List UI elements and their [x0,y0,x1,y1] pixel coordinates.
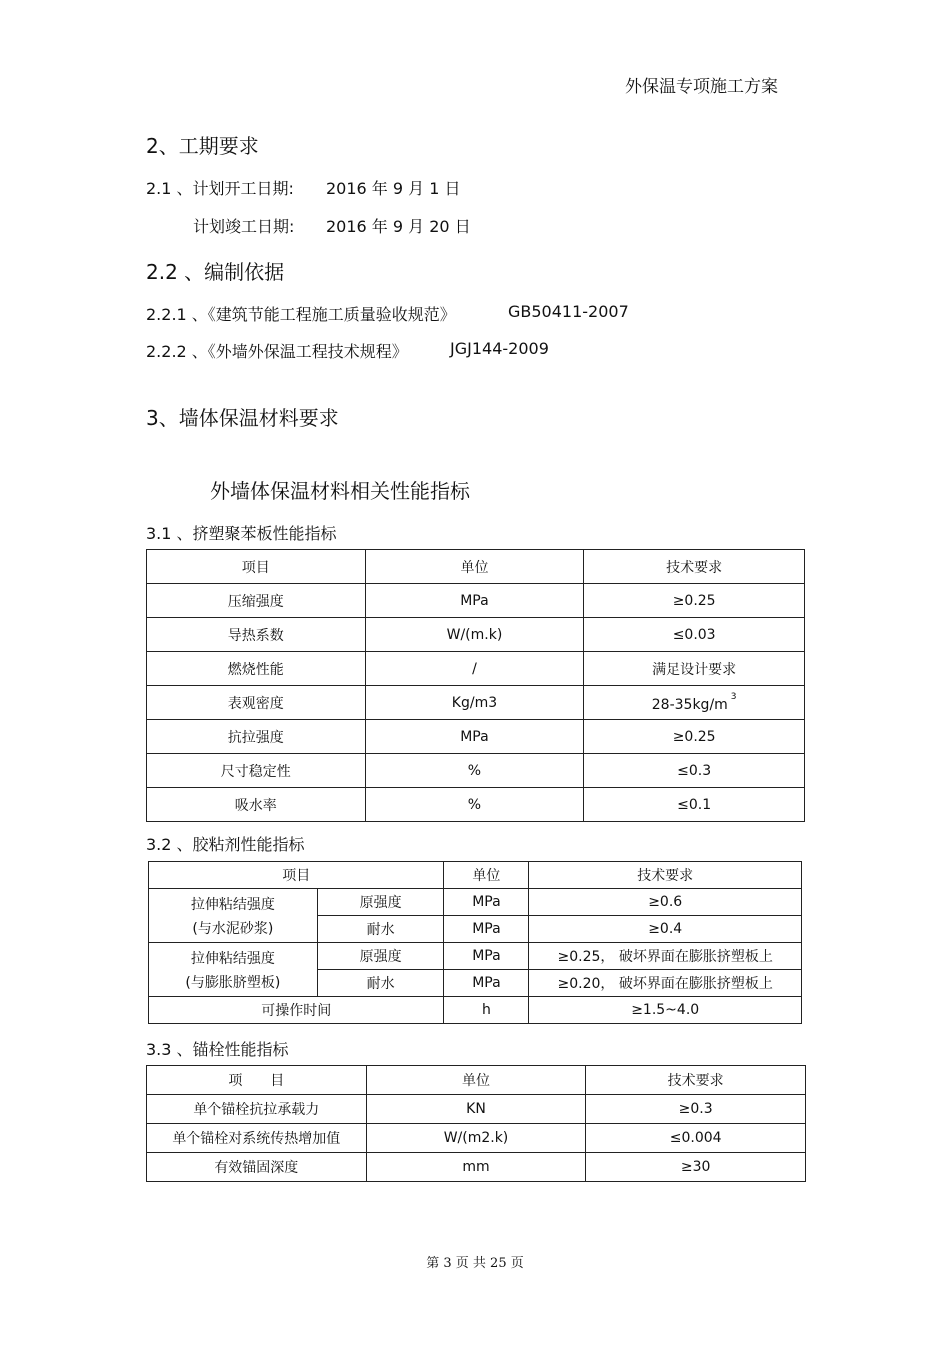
cell-item: 单个锚栓对系统传热增加值 [147,1124,367,1153]
cell-unit: MPa [365,720,584,754]
cell-subitem: 原强度 [317,943,444,970]
cell-requirement: ≥30 [586,1153,806,1182]
section-3-2-heading: 3.2 、胶粘剂性能指标 [146,835,305,854]
cell-requirement [584,686,805,720]
cell-unit: KN [366,1095,586,1124]
cell-item: 有效锚固深度 [147,1153,367,1182]
group-label-line1: 拉伸粘结强度 [190,896,275,913]
reference-1-code: GB50411-2007 [508,302,629,321]
cell-unit: MPa [444,916,529,943]
cell-requirement: ≥0.25， 破坏界面在膨胀挤塑板上 [529,943,802,970]
table-row [147,618,805,652]
table-row [147,1095,806,1124]
section-2-heading: 2、工期要求 [146,134,259,158]
cell-requirement: ≥0.4 [529,916,802,943]
header-item: 项 目 [147,1066,367,1095]
table-header-row [149,862,802,889]
page-header-title: 外保温专项施工方案 [625,77,778,97]
table-row [149,943,802,970]
cell-requirement: 满足设计要求 [584,652,805,686]
section-3-1-heading: 3.1 、挤塑聚苯板性能指标 [146,524,337,543]
cell-unit: MPa [444,970,529,997]
group-label-line2: (与膨胀脐塑板) [185,974,281,991]
cell-unit: MPa [444,943,529,970]
group-label-cement [149,889,318,943]
cell-unit: Kg/m3 [365,686,584,720]
adhesive-table [148,861,802,1024]
end-date-value: 2016 年 9 月 20 日 [326,217,471,236]
anchor-table [146,1065,806,1182]
section-3-heading: 3、墙体保温材料要求 [146,406,339,430]
cell-unit: % [365,788,584,822]
table-row [147,720,805,754]
cell-unit: mm [366,1153,586,1182]
header-item: 项目 [149,862,444,889]
start-date-value: 2016 年 9 月 1 日 [326,179,461,198]
group-label-board [149,943,318,997]
cell-unit: W/(m.k) [365,618,584,652]
reference-1: 2.2.1 、《建筑节能工程施工质量验收规范》 [146,305,456,324]
section-3-3-heading: 3.3 、锚栓性能指标 [146,1040,289,1059]
cell-unit: / [365,652,584,686]
cell-item: 表观密度 [147,686,366,720]
reference-2: 2.2.2 、《外墙外保温工程技术规程》 [146,342,408,361]
header-requirement: 技术要求 [586,1066,806,1095]
table-header-row [147,550,805,584]
cell-item: 压缩强度 [147,584,366,618]
reference-2-code: JGJ144-2009 [450,339,549,358]
superscript: 3 [730,692,737,702]
table-row [147,686,805,720]
header-unit: 单位 [444,862,529,889]
cell-item: 抗拉强度 [147,720,366,754]
materials-table-title: 外墙体保温材料相关性能指标 [210,479,470,503]
table-row [147,788,805,822]
cell-unit: MPa [365,584,584,618]
page-footer: 第 3 页 共 25 页 [426,1256,524,1271]
table-row [149,889,802,916]
cell-requirement: ≥0.25 [584,584,805,618]
cell-item: 导热系数 [147,618,366,652]
table-row [147,1124,806,1153]
cell-requirement: ≤0.3 [584,754,805,788]
cell-requirement: ≤0.03 [584,618,805,652]
header-requirement: 技术要求 [529,862,802,889]
header-unit: 单位 [366,1066,586,1095]
cell-subitem: 耐水 [317,970,444,997]
group-label-line1: 拉伸粘结强度 [190,950,275,967]
cell-requirement: ≥0.3 [586,1095,806,1124]
table-row [147,584,805,618]
cell-requirement: ≥0.25 [584,720,805,754]
cell-requirement: ≥0.6 [529,889,802,916]
density-value: 28-35kg/m [651,697,728,713]
cell-item: 尺寸稳定性 [147,754,366,788]
cell-requirement: ≥0.20， 破坏界面在膨胀挤塑板上 [529,970,802,997]
header-item: 项目 [147,550,366,584]
cell-requirement: ≥1.5~4.0 [529,997,802,1024]
cell-unit: h [444,997,529,1024]
table-header-row [147,1066,806,1095]
end-date-label: 计划竣工日期: [193,217,295,236]
header-requirement: 技术要求 [584,550,805,584]
cell-requirement: ≤0.004 [586,1124,806,1153]
cell-item: 可操作时间 [149,997,444,1024]
cell-unit: MPa [444,889,529,916]
cell-subitem: 耐水 [317,916,444,943]
cell-unit: W/(m2.k) [366,1124,586,1153]
cell-item: 单个锚栓抗拉承载力 [147,1095,367,1124]
table-row [147,754,805,788]
table-row [149,997,802,1024]
group-label-line2: (与水泥砂浆) [192,920,274,937]
cell-item: 吸水率 [147,788,366,822]
cell-subitem: 原强度 [317,889,444,916]
start-date-label: 2.1 、计划开工日期: [146,179,294,198]
table-row [147,652,805,686]
table-row [147,1153,806,1182]
section-2-2-heading: 2.2 、编制依据 [146,260,285,284]
header-unit: 单位 [365,550,584,584]
xps-board-table [146,549,805,822]
cell-unit: % [365,754,584,788]
cell-requirement: ≤0.1 [584,788,805,822]
cell-item: 燃烧性能 [147,652,366,686]
